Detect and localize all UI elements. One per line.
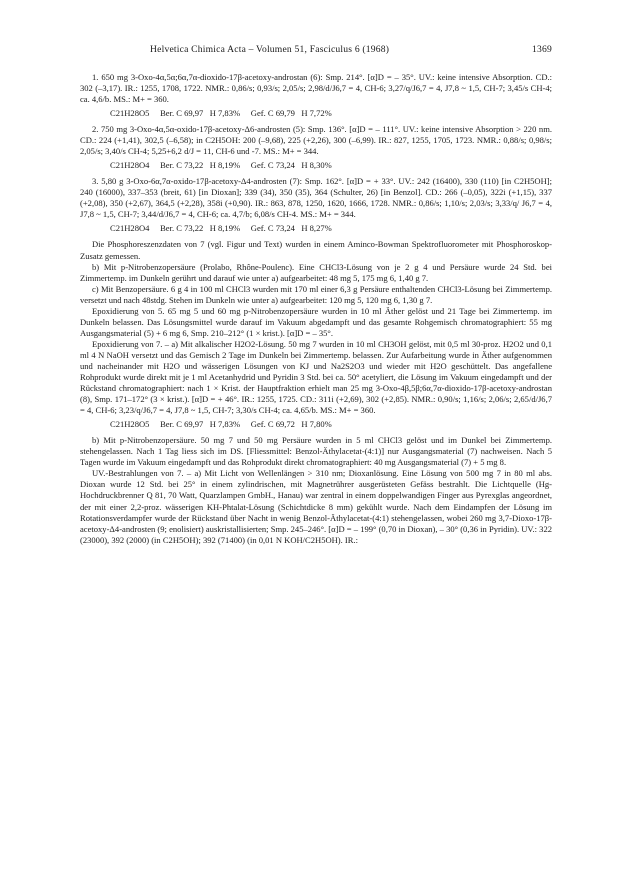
elemental-analysis: C21H28O4 Ber. C 73,22 H 8,19% Gef. C 73,24 H 8,30% (110, 160, 332, 171)
paragraph: 3. 5,80 g 3-Oxo-6α,7α-oxido-17β-acetoxy-Δ4-androsten (7): Smp. 162°. [α]D = + 33°. UV.: 242 (16400), 330 (110) [in C2H5OH]; 240 (16000), 337–353 (breit, 61) [in Dioxan]; 339 (34), 350 (35), 364 (Schulter, 26) [in Benzol]. CD.: 266 (–0,05), 322i (+1,15), 337 (+2,08), 350 (+2,67), 364,5 (+2,28), 358i (+0,90). IR.: 863, 878, 1250, 1620, 1666, 1728. NMR.: 0,86/s; 1,10/s; 2,03/s; 3,33/q/ J6,7 = 4, J7,8 ~ 1,5, CH-7; 3,44/d/J6,7 = 4, CH-6; ca. 4,7/b; 6,08/s CH-4. MS.: M+ = 344. (80, 176, 552, 220)
paragraph: 1. 650 mg 3-Oxo-4α,5α;6α,7α-dioxido-17β-acetoxy-androstan (6): Smp. 214°. [α]D = – 35°. UV.: keine intensive Absorption. CD.: 302 (–3,17). IR.: 1255, 1708, 1722. NMR.: 0,86/s; 0,93/s; 2,05/s; 2,98/d/J6,7 = 4, CH-6; 3,27/q/J6,7 = 4, J7,8 ~ 1,5, CH-7; 3,45/s CH-4; ca. 4,6/b. MS.: M+ = 360. (80, 72, 552, 105)
page-number: 1369 (532, 44, 552, 55)
running-header (80, 44, 552, 62)
paragraph: b) Mit p-Nitrobenzopersäure (Prolabo, Rhône-Poulenc). Eine CHCl3-Lösung von je 2 g 4 und Persäure wurde 24 Std. bei Zimmertemp. im Dunkeln gerührt und darauf wie unter a) aufgearbeitet: 48 mg 5, 175 mg 6, 1,40 g 7. (80, 261, 552, 283)
paragraph: Die Phosphoreszenzdaten von 7 (vgl. Figur und Text) wurden in einem Aminco-Bowman Spektrofluorometer mit Phosphoroskop-Zusatz gemessen. (80, 239, 552, 261)
body-text (80, 72, 552, 546)
paragraph: Epoxidierung von 5. 65 mg 5 und 60 mg p-Nitrobenzopersäure wurden in 10 ml Äther gelöst und 21 Tage bei Zimmertemp. im Dunkeln belassen. Das Lösungsmittel wurde darauf im Vakuum abgedampft und das gesamte Rohgemisch chromatographiert: 55 mg Ausgangsmaterial (5) + 6 mg 6, Smp. 210–212° (1 × krist.). [α]D = – 35°. (80, 305, 552, 338)
elemental-analysis: C21H28O5 Ber. C 69,97 H 7,83% Gef. C 69,79 H 7,72% (110, 108, 332, 119)
elemental-analysis: C21H28O5 Ber. C 69,97 H 7,83% Gef. C 69,72 H 7,80% (110, 419, 332, 430)
elemental-analysis: C21H28O4 Ber. C 73,22 H 8,19% Gef. C 73,24 H 8,27% (110, 223, 332, 234)
paragraph: c) Mit Benzopersäure. 6 g 4 in 100 ml CHCl3 wurden mit 170 ml einer 6,3 g Persäure enthaltenden CHCl3-Lösung bei Zimmertemp. versetzt und nach 48stdg. Stehen im Dunkeln wie unter a) aufgearbeitet: 120 mg 5, 120 mg 6, 1,30 g 7. (80, 283, 552, 305)
paragraph: Epoxidierung von 7. – a) Mit alkalischer H2O2-Lösung. 50 mg 7 wurden in 10 ml CH3OH gelöst, mit 0,5 ml 30-proz. H2O2 und 0,1 ml 4 N NaOH versetzt und das Gemisch 2 Tage im Dunkeln bei Zimmertemp. belassen. Zur Aufarbeitung wurde in Äther aufgenommen und nacheinander mit H2O und wässerigen Lösungen von KJ und Na2S2O3 und wieder mit H2O geschüttelt. Das angefallene Rohprodukt wurde direkt mit je 1 ml Acetanhydrid und Pyridin 3 Std. bei ca. 50° acetyliert, die Lösung im Vakuum eingedampft und der Rückstand chromatographiert: nach 1 × Krist. der Hauptfraktion erhielt man 25 mg 3-Oxo-4β,5β;6α,7α-dioxido-17β-acetoxy-androstan (8), Smp. 171–172° (3 × krist.). [α]D = + 46°. IR.: 1255, 1725. CD.: 311i (+2,69), 302 (+2,85). NMR.: 0,90/s; 1,16/s; 2,06/s; 2,65/d/J6,7 = 4, CH-6; 3,23/q/J6,7 = 4, J7,8 ~ 1,5, CH-7; 3,30/s CH-4; ca. 4,65/b. MS.: M+ = 360. (80, 338, 552, 416)
paragraph: b) Mit p-Nitrobenzopersäure. 50 mg 7 und 50 mg Persäure wurden in 5 ml CHCl3 gelöst und im Dunkel bei Zimmertemp. stehengelassen. Nach 1 Tag liess sich im DS. [Fliessmittel: Benzol-Äthylacetat-(4:1)] nur Ausgangsmaterial (7) nachweisen. Nach 5 Tagen wurde im Vakuum eingedampft und das Rohprodukt direkt chromatographiert: 40 mg Ausgangsmaterial (7) + 5 mg 8. (80, 435, 552, 468)
journal-title: Helvetica Chimica Acta – Volumen 51, Fasciculus 6 (1968) (150, 44, 390, 55)
paragraph: UV.-Bestrahlungen von 7. – a) Mit Licht von Wellenlängen > 310 nm; Dioxanlösung. Eine Lösung von 500 mg 7 in 80 ml abs. Dioxan wurde 12 Std. bei 25° in einem zylindrischen, mit Magnetrührer ausgerüsteten Gefäss bestrahlt. Die Lichtquelle (Hg-Hochdruckbrenner Q 81, 70 Watt, Quarzlampen GmbH., Hanau) war zentral in einem doppelwandigen Finger aus Pyrexglas angeordnet, der mit einer 2,2-proz. wässerigen KH-Phtalat-Lösung (Schichtdicke 8 mm) gekühlt wurde. Nach dem Eindampfen der Lösung im Rotationsverdampfer wurde der Rückstand über Nacht in wenig Benzol-Äthylacetat-(4:1) stehengelassen, wobei 260 mg 3,7-Dioxo-17β-acetoxy-Δ4-androsten (9; enolisiert) auskristallisierten; Smp. 245–246°. [α]D = – 199° (0,70 in Dioxan), – 30° (0,36 in Pyridin). UV.: 322 (23000), 392 (2000) (in C2H5OH); 392 (71400) (in 0,01 N KOH/C2H5OH). IR.: (80, 468, 552, 545)
paragraph: 2. 750 mg 3-Oxo-4α,5α-oxido-17β-acetoxy-Δ6-androsten (5): Smp. 136°. [α]D = – 111°. UV.: keine intensive Absorption > 220 nm. CD.: 224 (+1,41), 302,5 (–6,58); in C2H5OH: 200 (–9,68), 225 (+2,26), 300 (–6,99). IR.: 827, 1255, 1705, 1723. NMR.: 0,88/s; 0,98/s; 2,05/s; 3,40/s CH-4; 5,25+6,2 d/J = 11, CH-6 und -7. MS.: M+ = 344. (80, 124, 552, 157)
